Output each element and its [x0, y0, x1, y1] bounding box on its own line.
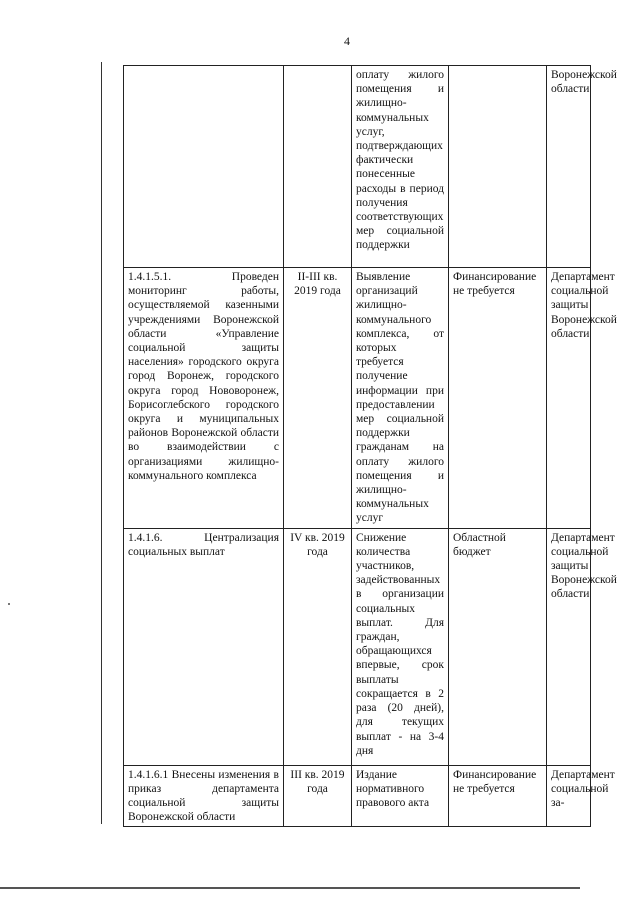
table-row [124, 268, 591, 529]
measure-cell: 1.4.1.5.1. Проведен мониторинг работы, осуществляемой казенными учреждениями Воронежской области «Управление социальной защиты населения» городского округа город Воронеж, городского округа город Нововоронеж, Борисоглебского городского округа и муниципальных районов Воронежской области во взаимодействии с организациями жилищно-коммунального комплекса [124, 268, 284, 529]
measure-cell: 1.4.1.6. Централизация социальных выплат [124, 528, 284, 765]
period-cell: II-III кв. 2019 года [284, 268, 352, 529]
executor-cell: Департамент социальной за- [547, 765, 591, 827]
binding-margin-line [101, 62, 102, 824]
page-number: 4 [344, 34, 350, 48]
executor-cell: Департамент социальной защиты Воронежской области [547, 528, 591, 765]
executor-cell: Департамент социальной защиты Воронежской области [547, 268, 591, 529]
measure-cell [124, 66, 284, 268]
funding-cell: Финансирование не требуется [449, 765, 547, 827]
funding-cell: Областной бюджет [449, 528, 547, 765]
period-cell: IV кв. 2019 года [284, 528, 352, 765]
measure-cell: 1.4.1.6.1 Внесены изменения в приказ департамента социальной защиты Воронежской области [124, 765, 284, 827]
measures-table [123, 65, 617, 827]
period-cell [284, 66, 352, 268]
executor-cell: Воронежской области [547, 66, 591, 268]
table-row [124, 66, 591, 268]
table-row [124, 765, 591, 827]
funding-cell: Финансирование не требуется [449, 268, 547, 529]
table-row [124, 528, 591, 765]
funding-cell [449, 66, 547, 268]
period-cell: III кв. 2019 года [284, 765, 352, 827]
result-cell: Выявление организаций жилищно-коммунального комплекса, от которых требуется получение информации при предоставлении мер социальной поддержки гражданам на оплату жилого помещения и жилищно-коммунальных услуг [352, 268, 449, 529]
result-cell: оплату жилого помещения и жилищно-коммунальных услуг, подтверждающих фактически понесенные расходы в период получения соответствующих мер социальной поддержки [352, 66, 449, 268]
scan-speck [8, 603, 10, 605]
page-bottom-edge-line [0, 887, 580, 889]
result-cell: Снижение количества участников, задействованных в организации социальных выплат. Для граждан, обращающихся впервые, срок выплаты сокращается в 2 раза (20 дней), для текущих выплат - на 3-4 дня [352, 528, 449, 765]
result-cell: Издание нормативного правового акта [352, 765, 449, 827]
